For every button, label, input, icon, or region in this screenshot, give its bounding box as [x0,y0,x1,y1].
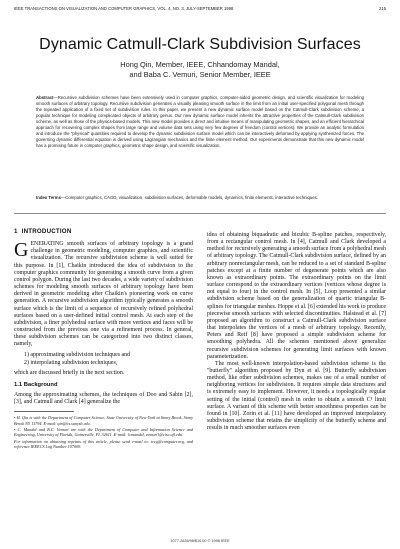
intro-paragraph [14,241,193,348]
footnote: For information on obtaining reprints of this article, please send e-mail to: tvcg@computer.org, and reference IEEECS Log Number 107009. [14,438,193,449]
subsection-title: Background [23,381,58,388]
right-column-text: idea of obtaining biquadratic and bicubic B-spline patches, respectively, from a rectangular control mesh. In [4], Catmull and Clark developed a method for recursively generating a smooth surface from a polyhedral mesh of arbitrary topology. The Catmull-Clark subdivision surface, defined by an arbitrary nonrectangular mesh, can be reduced to a set of standard B-spline patches except at a finite number of degenerate points which are also known as extraordinary points. The extraordinary points on the limit surface correspond to the extraordinary vertices (vertices whose degree is not equal to four) in the control mesh. In [5], Loop presented a similar subdivision scheme based on the generalization of quartic triangular B-splines for triangular meshes. Hoppe et al. [6] extended his work to produce piecewise smooth surfaces with selected discontinuities. Halstead et al. [7] proposed an algorithm to construct a Catmull-Clark subdivision surface that interpolates the vertices of a mesh of arbitrary topology. Recently, Peters and Reif [8] have proposed a simple subdivision scheme for smoothing polyhedra. All the schemes mentioned above generalize recursive subdivision schemes for generating limit surfaces with known parameterization. [207,232,386,360]
authors-block [0,60,400,80]
section-heading [14,228,193,235]
authors-line-1: Hong Qin, Member, IEEE, Chhandomay Mandal, [120,60,280,69]
subsection-number: 1.1 [14,381,23,388]
index-terms [36,195,364,201]
authors-line-2: and Baba C. Vemuri, Senior Member, IEEE [129,70,271,79]
drop-cap: G [14,239,29,262]
page-number: 215 [379,6,386,11]
background-text: Among the approximating schemes, the techniques of Doo and Sabin [2], [3], and Catmull and Clark [4] generalize the [14,392,193,406]
subsection-heading [14,382,193,389]
index-terms-text: —Computer graphics, CAGD, visualization, subdivision surfaces, deformable models, dynamics, finite elements, interactive techniques. [61,195,318,200]
section-number: 1 [14,228,18,235]
footnote: • H. Qin is with the Department of Computer Science, State University of New York at Stony Brook, Stony Brook NY 11794. E-mail: qin@cs.sunysb.edu. [14,415,193,426]
section-title: INTRODUCTION [21,228,72,235]
footnote-divider [14,411,74,412]
scheme-list [24,352,193,367]
running-header [14,6,386,16]
paper-title: Dynamic Catmull-Clark Subdivision Surfaces [39,36,361,53]
abstract-text: —Recursive subdivision schemes have been extensively used in computer graphics, computer-aided geometric design, and scientific visualization for modeling smooth surfaces of arbitrary topology. Recursive subdivision generates a visually pleasing smooth surface in the limit from an initial user-specified polygonal mesh through the repeated application of a fixed set of subdivision rules. In this paper, we present a new dynamic surface model based on the Catmull-Clark subdivision scheme, a popular technique for modeling complicated objects of arbitrary genus. Our new dynamic surface model inherits the attractive properties of the Catmull-Clark subdivision scheme, as well as those of the physics-based models. This new model provides a direct and intuitive means of manipulating geometric shapes, and an efficient hierarchical approach for recovering complex shapes from large range and volume data sets using very few degrees of freedom (control vertices). We provide an analytic formulation and introduce the "physical" quantities required to develop the dynamic subdivision surface model which can be interactively deformed by applying synthesized forces. The governing dynamic differential equation is derived using Lagrangian mechanics and the finite element method. Our experiments demonstrate that this new dynamic model has a promising future in computer graphics, geometric shape design, and scientific visualization. [36,95,364,149]
intro-text: ENERATING smooth surfaces of arbitrary topology is a grand challenge in geometric modeling, computer graphics, and scientific visualization. The recursive subdivision scheme is well suited for this purpose. In [1], Chaikin introduced the idea of subdivision to the computer graphics community for generating a smooth curve from a given control polygon. During the last two decades, a wide variety of subdivision schemes for modeling smooth surfaces of arbitrary topology have been derived in geometric modeling after Chaikin's pioneering work on curve generation. A recursive subdivision algorithm typically generates a smooth surface which is the limit of a sequence of recursively refined polyhedral surfaces based on a user-defined initial control mesh. At each step of the subdivision, a finer polyhedral surface with more vertices and faces will be constructed from the previous one via a refinement process. In general, these subdivision schemes can be categorized into two distinct classes, namely, [14,241,193,348]
abstract-label: Abstract [36,95,54,100]
journal-header: IEEE TRANSACTIONS ON VISUALIZATION AND COMPUTER GRAPHICS, VOL. 4, NO. 3, JULY-SEPTEMBER 1998 [14,6,234,11]
list-item: 2) interpolating subdivision techniques, [24,359,118,366]
footnotes [14,415,193,449]
left-column [14,228,193,450]
copyright-footer: 1077-2626/98/$10.00 © 1998 IEEE [170,539,230,543]
right-column-text-2: The most well-known interpolation-based subdivision scheme is the "butterfly" algorithm proposed by Dyn et al. [9]. Butterfly subdivision method, like other subdivision schemes, makes use of a small number of neighboring vertices for subdivision. It requires simple data structures and is extremely easy to implement. However, it needs a topologically regular setting of the initial (control) mesh in order to obtain a smooth C¹ limit surface. A variant of this scheme with better smoothness properties can be found in [10]. Zorin et al. [11] have developed an improved interpolatory subdivision scheme that retains the simplicity of the butterfly scheme and results in much smoother surfaces even [207,360,386,432]
abstract [36,95,364,149]
list-item: 1) approximating subdivision techniques and [24,351,131,358]
header-divider [14,213,386,214]
footnote: • C. Mandal and B.C. Vemuri are with the Department of Computer and Information Science and Engineering, University of Florida, Gainesville, FL 32611. E-mail: {cmandal, vemuri}@cise.ufl.edu. [14,427,193,438]
index-terms-label: Index Terms [36,195,61,200]
intro-continuation: which are discussed briefly in the next section. [14,369,125,376]
right-column [207,232,386,432]
